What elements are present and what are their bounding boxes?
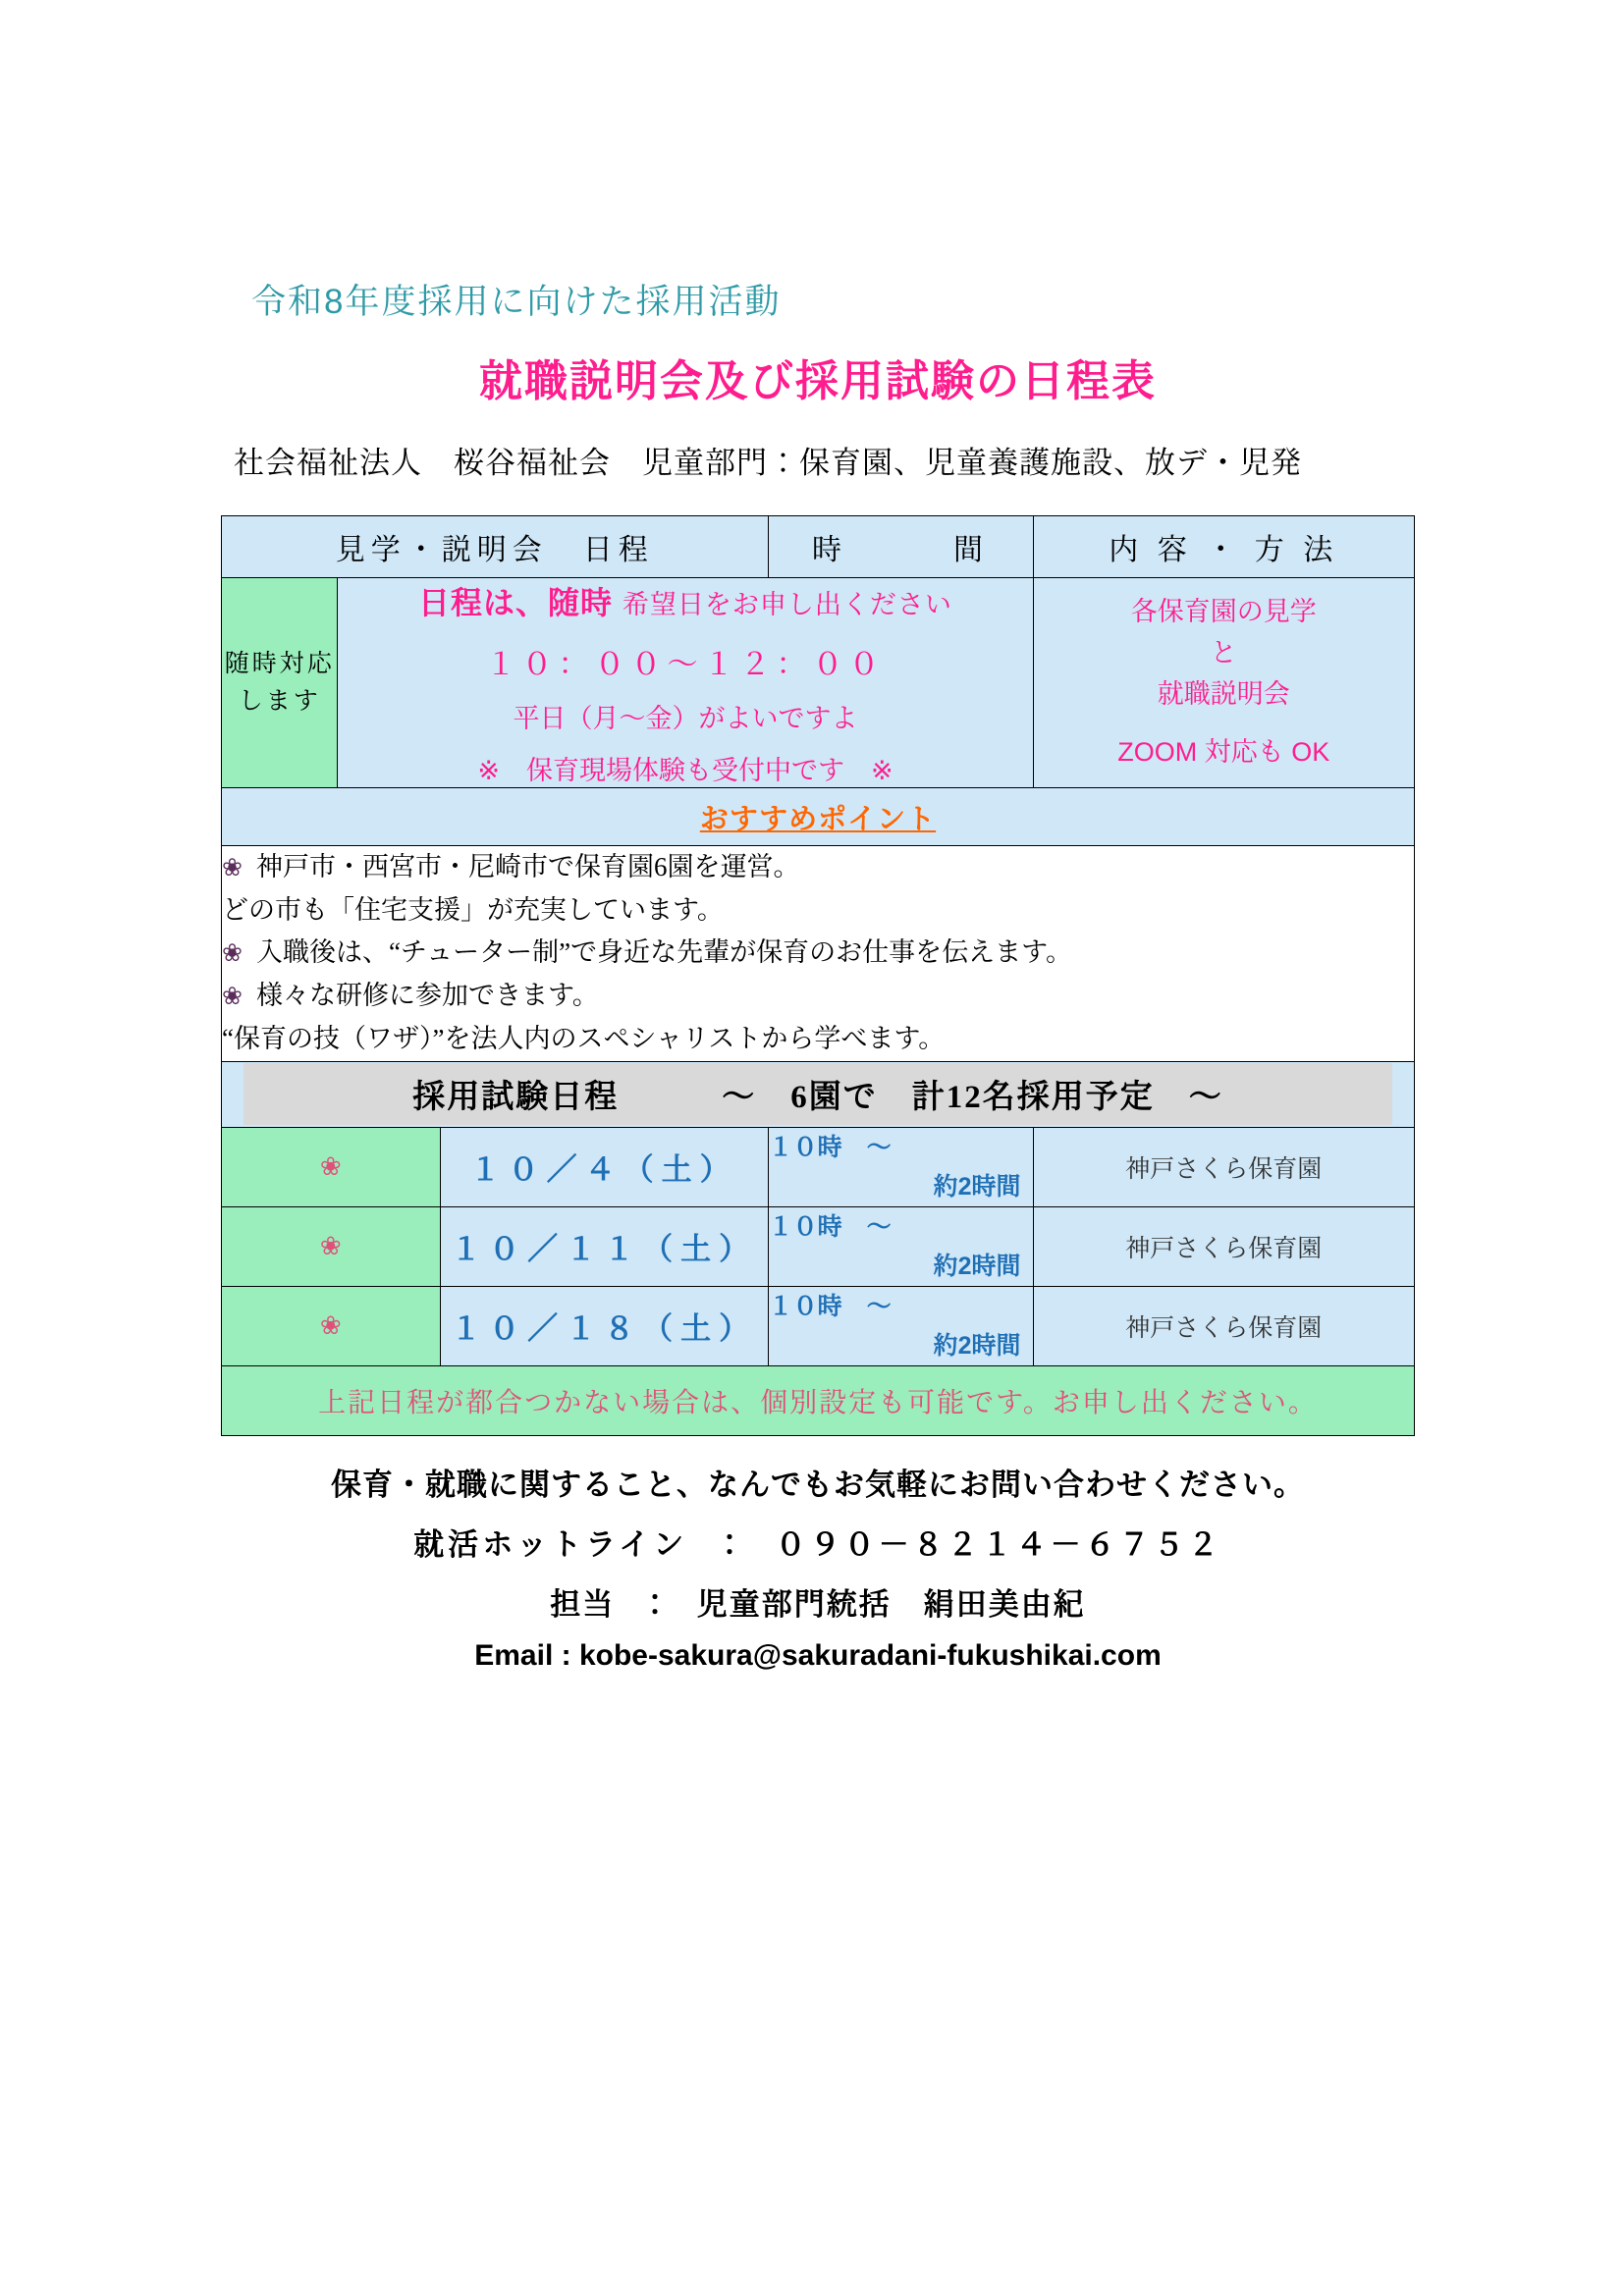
anytime-right-line4: ZOOM 対応も OK bbox=[1117, 737, 1330, 768]
anytime-side-label: 随時対応します bbox=[222, 578, 338, 788]
point-item bbox=[222, 846, 1414, 889]
anytime-line3: 平日（月～金）がよいですよ bbox=[513, 704, 858, 733]
row-time-line2: 約2時間 bbox=[933, 1172, 1021, 1201]
row-date: １０／１１（土） bbox=[440, 1206, 768, 1286]
row-flower-icon: ❀ bbox=[222, 1127, 441, 1206]
schedule-note: 上記日程が都合つかない場合は、個別設定も可能です。お申し出ください。 bbox=[222, 1365, 1415, 1435]
anytime-content-cell bbox=[1033, 578, 1414, 788]
footer bbox=[214, 1460, 1422, 1673]
points-body-row bbox=[222, 846, 1415, 1062]
row-time bbox=[768, 1206, 1033, 1286]
exam-heading-row bbox=[222, 1061, 1415, 1127]
point-item bbox=[222, 1018, 1414, 1061]
poster-content bbox=[214, 275, 1422, 1673]
anytime-right-line3: 就職説明会 bbox=[1157, 678, 1290, 709]
note-row-wrapper bbox=[222, 1365, 1415, 1435]
table-row bbox=[222, 1127, 1415, 1206]
row-time-line2: 約2時間 bbox=[933, 1331, 1021, 1360]
row-time-line1: １０時 ～ bbox=[768, 1292, 892, 1320]
point-item-text: 神戸市・西宮市・尼崎市で保育園6園を運営。 bbox=[255, 852, 800, 881]
row-time-line1: １０時 ～ bbox=[768, 1133, 892, 1161]
row-place: 神戸さくら保育園 bbox=[1033, 1127, 1414, 1206]
point-item bbox=[222, 889, 1414, 933]
header-cell-schedule: 見学・説明会 日程 bbox=[222, 516, 769, 578]
anytime-detail-cell bbox=[338, 578, 1033, 788]
footer-line-person: 担当 ： 児童部門統括 絹田美由紀 bbox=[550, 1586, 1086, 1622]
exam-heading-cell bbox=[222, 1061, 1415, 1127]
header-cell-content: 内 容 ・ 方 法 bbox=[1033, 516, 1414, 578]
row-date: １０／１８（土） bbox=[440, 1286, 768, 1365]
page-title: 就職説明会及び採用試験の日程表 bbox=[479, 357, 1157, 405]
anytime-row bbox=[222, 578, 1415, 788]
anytime-right-line2: と bbox=[1210, 637, 1237, 667]
row-place: 神戸さくら保育園 bbox=[1033, 1206, 1414, 1286]
anytime-line4: ※ 保育現場体験も受付中です ※ bbox=[477, 756, 893, 785]
point-item-text: どの市も「住宅支援」が充実しています。 bbox=[222, 894, 724, 925]
schedule-table bbox=[221, 515, 1415, 1436]
point-item bbox=[222, 932, 1414, 975]
point-item-text: 入職後は、“チューター制”で身近な先輩が保育のお仕事を伝えます。 bbox=[255, 937, 1072, 968]
anytime-right-line1: 各保育園の見学 bbox=[1130, 596, 1317, 626]
organization-line: 社会福祉法人 桜谷福祉会 児童部門：保育園、児童養護施設、放デ・児発 bbox=[234, 446, 1302, 480]
row-time bbox=[768, 1127, 1033, 1206]
exam-heading: 採用試験日程 ～ 6園で 計12名採用予定 ～ bbox=[244, 1063, 1392, 1125]
row-time-line1: １０時 ～ bbox=[768, 1212, 892, 1241]
anytime-line2: １０：００～１２：００ bbox=[485, 647, 886, 681]
footer-line-email: Email : kobe-sakura@sakuradani-fukushikai.com bbox=[474, 1638, 1162, 1672]
flower-icon: ❀ bbox=[222, 984, 243, 1011]
point-item bbox=[222, 975, 1414, 1018]
row-time-line2: 約2時間 bbox=[933, 1252, 1021, 1280]
anytime-line1-strong: 日程は、随時 bbox=[418, 585, 614, 620]
lead-line: 令和8年度採用に向けた採用活動 bbox=[251, 283, 782, 321]
row-flower-icon: ❀ bbox=[222, 1286, 441, 1365]
row-place: 神戸さくら保育園 bbox=[1033, 1286, 1414, 1365]
points-heading-row bbox=[222, 788, 1415, 846]
table-row bbox=[222, 1206, 1415, 1286]
header-cell-time: 時 間 bbox=[768, 516, 1033, 578]
table-row bbox=[222, 1286, 1415, 1365]
points-body bbox=[222, 846, 1415, 1062]
point-item-text: 様々な研修に参加できます。 bbox=[255, 981, 599, 1011]
spacer bbox=[1034, 715, 1414, 732]
row-date: １０／４（土） bbox=[440, 1127, 768, 1206]
flower-icon: ❀ bbox=[222, 940, 243, 968]
anytime-line1-sub: 希望日をお申し出ください bbox=[622, 590, 952, 619]
points-heading: おすすめポイント bbox=[222, 788, 1415, 846]
row-time bbox=[768, 1286, 1033, 1365]
anytime-line1 bbox=[338, 578, 1032, 623]
row-flower-icon: ❀ bbox=[222, 1206, 441, 1286]
footer-line-contact: 保育・就職に関すること、なんでもお気軽にお問い合わせください。 bbox=[331, 1467, 1305, 1502]
footer-line-hotline: 就活ホットライン ： ０９０－８２１４－６７５２ bbox=[413, 1526, 1222, 1562]
flower-icon: ❀ bbox=[222, 855, 243, 881]
table-header-row bbox=[222, 516, 1415, 578]
point-item-text: “保育の技（ワザ）”を法人内のスペシャリストから学べます。 bbox=[222, 1023, 946, 1053]
